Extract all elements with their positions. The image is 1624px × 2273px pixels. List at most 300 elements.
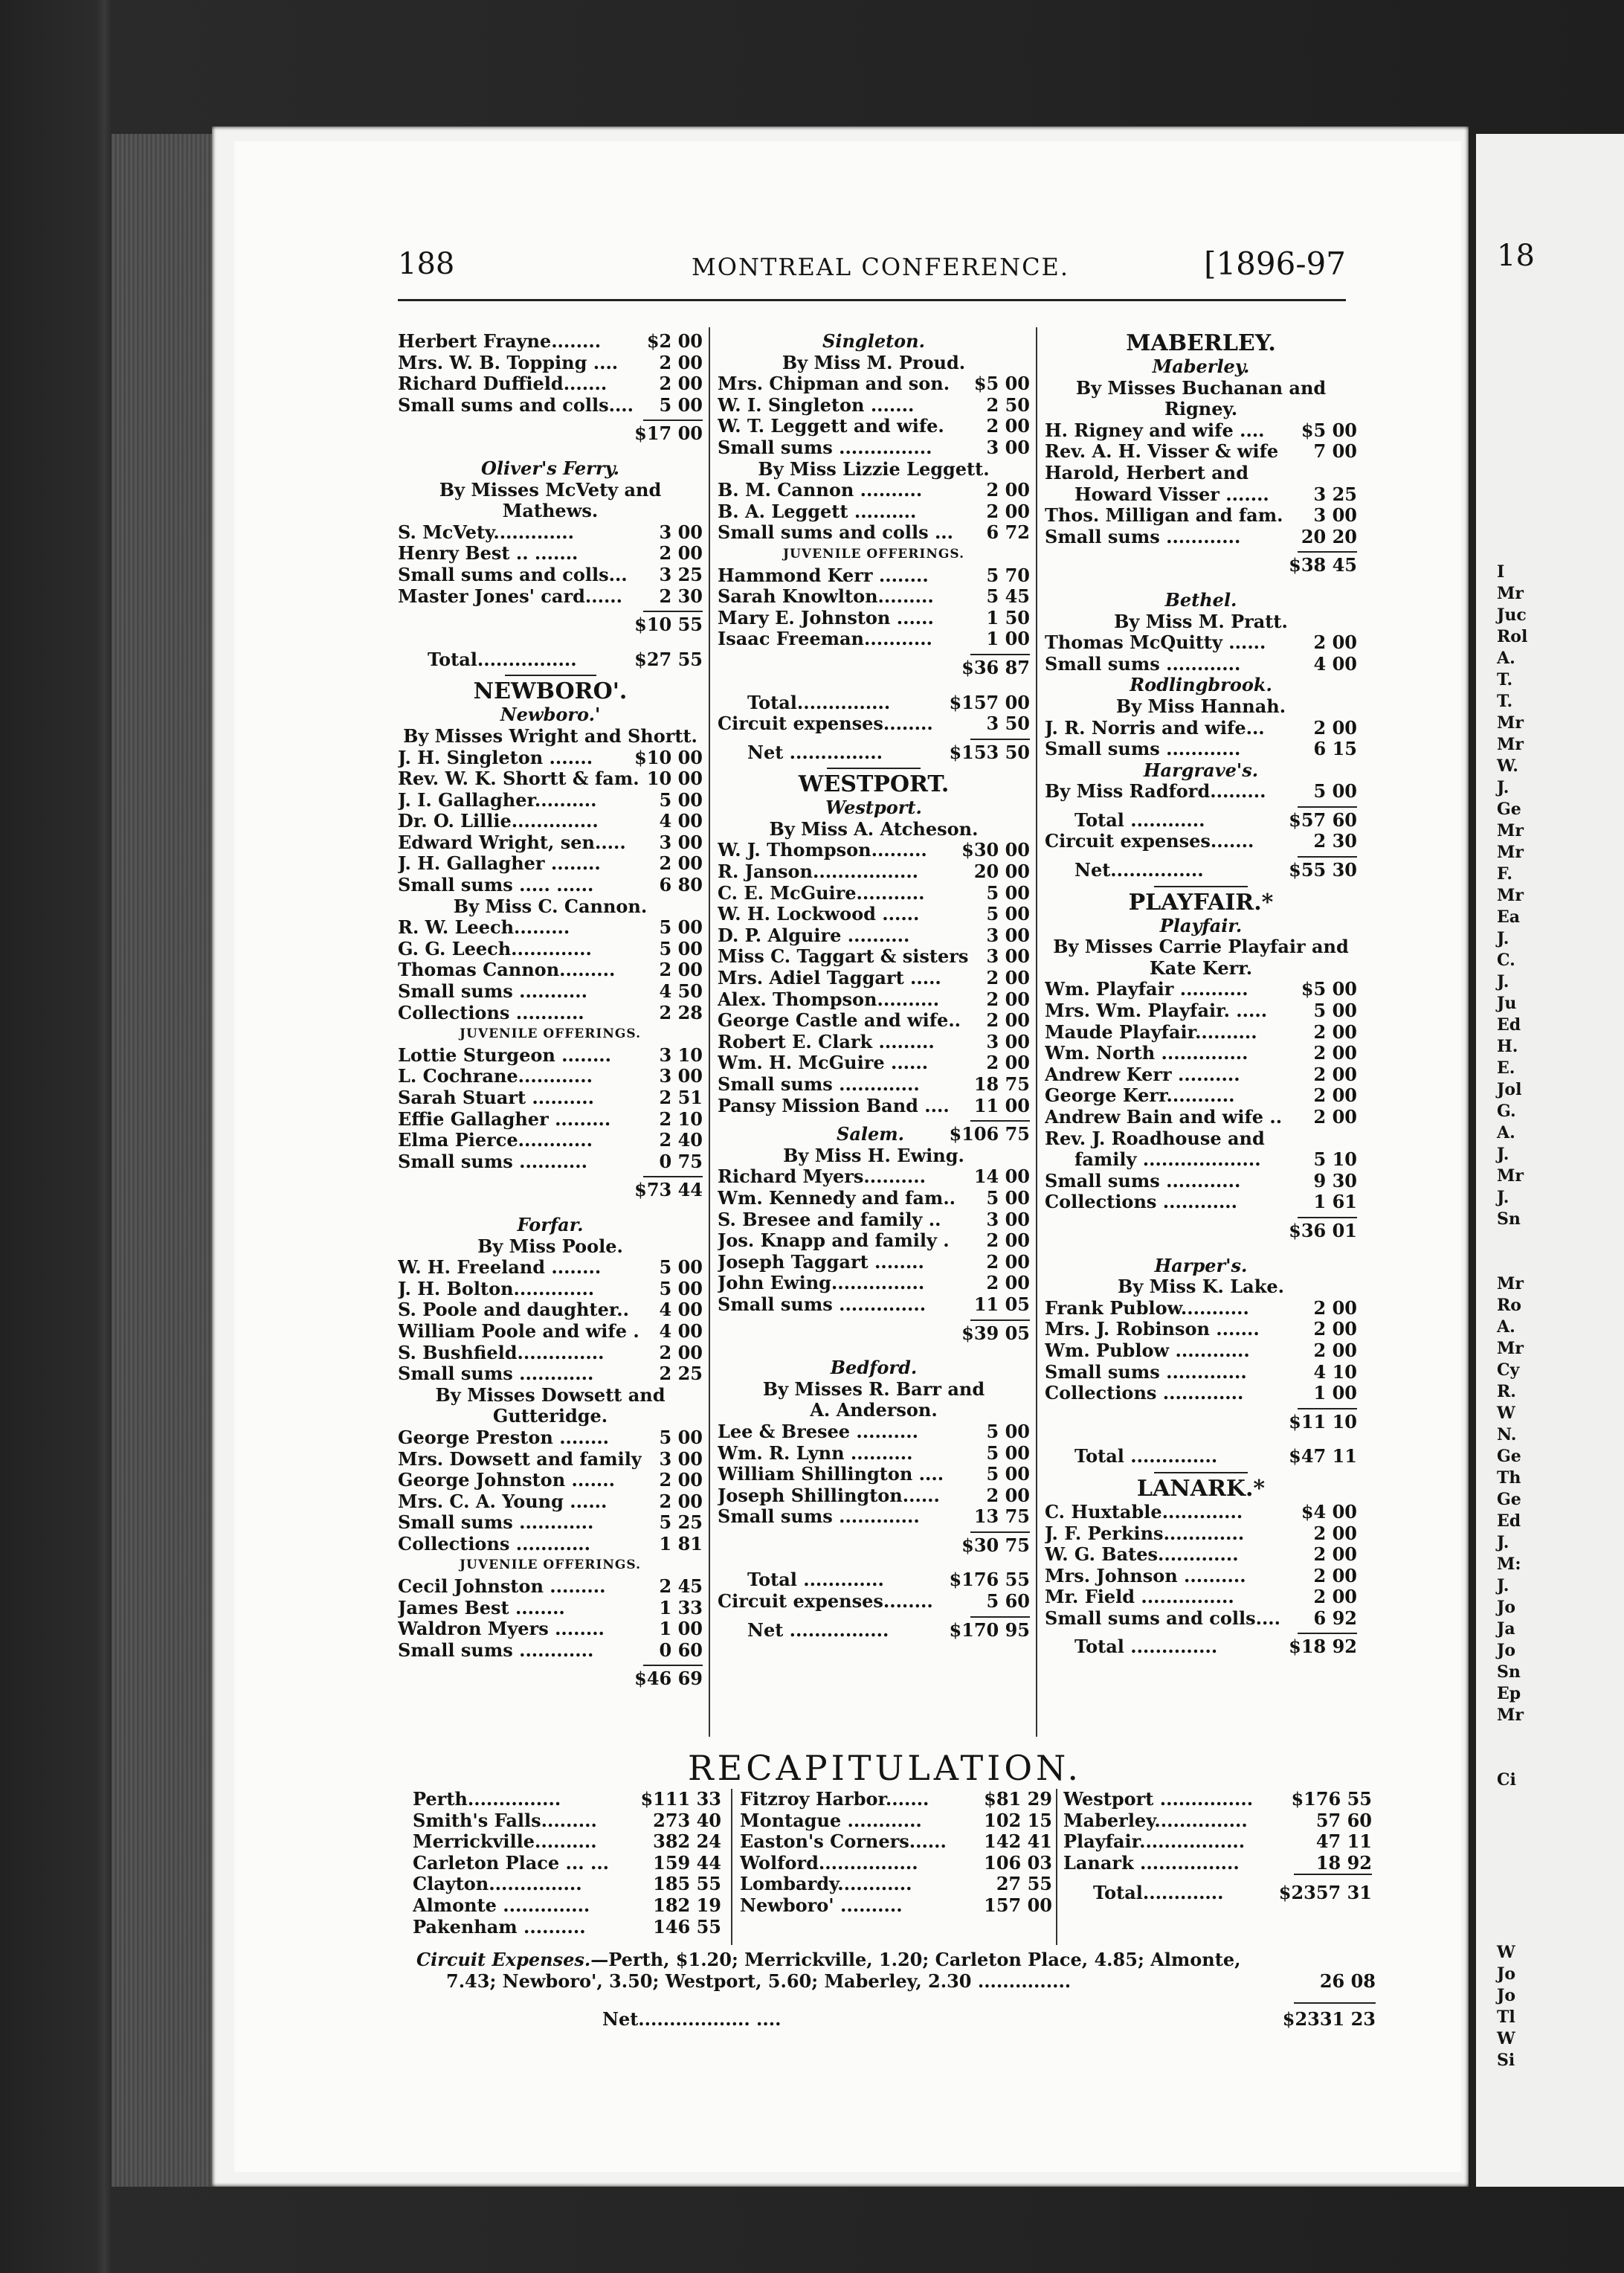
collector-line: By Miss M. Pratt. [1114, 610, 1288, 632]
contributor-name: Hammond Kerr ........ [718, 565, 929, 586]
adjacent-page-fragment: A. [1497, 1123, 1515, 1142]
ledger-row [398, 1534, 703, 1555]
amount: 3 00 [986, 945, 1030, 968]
contributor-name: Wm. Playfair ........... [1045, 979, 1248, 1000]
ledger-row [398, 790, 703, 811]
ledger-row [718, 586, 1030, 608]
amount: 5 10 [1313, 1148, 1357, 1171]
ledger-row [1045, 1566, 1357, 1587]
recap-column-1 [413, 1789, 721, 1938]
ledger-row [740, 1789, 1052, 1810]
section-heading: Bethel. [1164, 588, 1237, 611]
contributor-name: Small sums and colls... [398, 564, 628, 585]
ledger-row [1045, 1128, 1357, 1150]
ledger-row [718, 437, 1030, 459]
amount: 2 00 [986, 415, 1030, 437]
ledger-row [718, 1032, 1030, 1053]
amount: 18 75 [973, 1073, 1030, 1095]
contributor-name: James Best ........ [398, 1597, 565, 1618]
ledger-row [718, 501, 1030, 523]
ledger-row [1063, 1810, 1372, 1832]
collector-line: By Miss Hannah. [1115, 695, 1286, 717]
collector-line: Kate Kerr. [1149, 957, 1253, 979]
amount: 2 00 [1313, 1020, 1357, 1043]
collector-line: By Miss K. Lake. [1118, 1276, 1284, 1298]
ledger-row [398, 1618, 703, 1640]
ledger-row [1045, 1043, 1357, 1064]
amount: 3 00 [659, 1065, 703, 1087]
contributor-name: B. M. Cannon .......... [718, 480, 923, 501]
ledger-row [413, 1810, 721, 1832]
net-total-line [602, 2008, 1376, 2030]
subtotal: $106 75 [949, 1123, 1030, 1145]
ledger-row [1045, 632, 1357, 654]
amount: 273 40 [653, 1809, 721, 1831]
amount: 5 70 [986, 564, 1030, 586]
amount: 5 00 [659, 788, 703, 811]
amount: 57 60 [1315, 1809, 1372, 1831]
contributor-name: R. W. Leech......... [398, 917, 570, 939]
adjacent-page-fragment: I [1497, 562, 1505, 582]
column-divider [709, 327, 710, 1737]
section-heading: Forfar. [517, 1213, 584, 1235]
amount: 3 00 [659, 521, 703, 543]
ledger-row [398, 1130, 703, 1151]
contributor-name: William Poole and wife . [398, 1320, 639, 1342]
contributor-name: Mrs. Johnson .......... [1045, 1565, 1246, 1586]
amount: 5 00 [1313, 1000, 1357, 1022]
contributor-name: J. F. Perkins............. [1045, 1523, 1245, 1544]
adjacent-page-fragment: Ed [1497, 1511, 1521, 1531]
contributor-name: Rev. A. H. Visser & wife [1045, 441, 1279, 463]
contributor-name: Collections ........... [398, 1002, 584, 1023]
amount: 2 00 [1313, 1339, 1357, 1361]
amount: 5 00 [659, 1256, 703, 1279]
subtotal: $30 75 [961, 1534, 1030, 1556]
adjacent-page-fragment: J. [1497, 1188, 1509, 1207]
ledger-row [718, 946, 1030, 968]
amount: 2 00 [1313, 1543, 1357, 1566]
contributor-name: Mr. Field ............... [1045, 1586, 1234, 1608]
circuit-expenses-text: 7.43; Newboro', 3.50; Westport, 5.60; Maberley, 2.30 ............... [446, 1970, 1072, 1992]
contributor-name: S. Bresee and family .. [718, 1209, 941, 1230]
amount: 5 00 [659, 393, 703, 416]
total-amount: $47 11 [1289, 1445, 1357, 1467]
contributor-name: Collections ............ [1045, 1192, 1238, 1213]
juvenile-heading: JUVENILE OFFERINGS. [460, 1557, 641, 1573]
ledger-row [398, 373, 703, 395]
ledger-row [398, 1491, 703, 1513]
ledger-row [398, 1576, 703, 1598]
adjacent-page-fragment: Mr [1497, 843, 1524, 862]
amount: 3 00 [986, 1208, 1030, 1230]
amount: 2 25 [659, 1363, 703, 1385]
amount: 4 00 [659, 810, 703, 832]
ledger-row [413, 1853, 721, 1874]
contributor-name: Sarah Stuart .......... [398, 1087, 594, 1108]
contributor-name: Small sums ............ [398, 1512, 594, 1534]
total-amount: $57 60 [1289, 808, 1357, 831]
contributor-name: Howard Visser ....... [1074, 483, 1269, 505]
circuit-heading: NEWBORO'. [473, 678, 628, 705]
contributor-name: Master Jones' card...... [398, 585, 623, 607]
amount: 4 00 [659, 1319, 703, 1342]
amount: 11 05 [973, 1293, 1030, 1315]
page-year: [1896-97 [1204, 245, 1346, 282]
contributor-name: Herbert Frayne........ [398, 331, 602, 352]
contributor-name: Joseph Taggart ........ [718, 1251, 924, 1273]
contributor-name: Elma Pierce............ [398, 1130, 593, 1151]
section-heading: Westport. [825, 797, 922, 819]
ledger-row [1045, 979, 1357, 1000]
amount: 2 00 [1313, 631, 1357, 654]
ledger-row [718, 565, 1030, 587]
amount: 6 72 [986, 521, 1030, 544]
adjacent-page-fragment: Ju [1497, 994, 1517, 1013]
collector-line: By Miss Lizzie Leggett. [758, 457, 990, 480]
ledger-row [740, 1810, 1052, 1832]
circuit-expenses-amount: 26 08 [1319, 1970, 1376, 1992]
ledger-row [718, 1010, 1030, 1032]
ledger-row [1045, 1022, 1357, 1044]
collector-line: By Miss A. Atcheson. [769, 817, 979, 840]
contributor-name: Wm. R. Lynn .......... [718, 1442, 913, 1464]
ledger-row [1045, 1340, 1357, 1362]
amount: 182 19 [653, 1894, 721, 1916]
amount: $111 33 [640, 1788, 721, 1810]
amount: 2 00 [1313, 1564, 1357, 1586]
contributor-name: Almonte .............. [413, 1894, 590, 1916]
recap-column-3 [1063, 1789, 1372, 1904]
amount: 382 24 [653, 1830, 721, 1853]
ledger-row [740, 1895, 1052, 1917]
ledger-row [398, 959, 703, 981]
ledger-row [1045, 1362, 1357, 1383]
circuit-expenses-amount: 2 30 [1313, 830, 1357, 852]
ledger-row [398, 543, 703, 565]
amount: 2 00 [659, 1490, 703, 1512]
ledger-row [718, 480, 1030, 501]
ledger-row [1045, 1085, 1357, 1107]
adjacent-page-fragment: Mr [1497, 584, 1524, 603]
amount: 2 00 [986, 1250, 1030, 1273]
contributor-name: C. E. McGuire........... [718, 882, 925, 904]
adjacent-page-fragment: N. [1497, 1425, 1517, 1444]
circuit-heading: WESTPORT. [798, 771, 950, 798]
amount: 2 00 [1313, 1084, 1357, 1107]
amount: 2 00 [986, 1272, 1030, 1294]
contributor-name: Carleton Place ... ... [413, 1852, 610, 1874]
amount: 3 25 [1313, 483, 1357, 505]
ledger-row [718, 1506, 1030, 1528]
total-label: Total ............. [747, 1569, 884, 1591]
amount: 2 00 [1313, 1106, 1357, 1128]
adjacent-page-fragment: Ja [1497, 1619, 1515, 1639]
amount: 6 15 [1313, 738, 1357, 760]
collector-line: By Misses McVety and [439, 478, 662, 501]
amount: 3 10 [659, 1044, 703, 1066]
contributor-name: Robert E. Clark ......... [718, 1031, 935, 1052]
amount: 3 00 [659, 1447, 703, 1470]
contributor-name: Collections ............ [398, 1533, 591, 1555]
amount: 3 25 [659, 563, 703, 585]
net-amount: $170 95 [949, 1618, 1030, 1641]
ledger-row [398, 1151, 703, 1173]
amount: 3 00 [986, 924, 1030, 946]
ledger-row [1045, 1149, 1357, 1171]
contributor-name: B. A. Leggett .......... [718, 501, 917, 522]
contributor-name: D. P. Alguire .......... [718, 925, 910, 946]
contributor-name: Small sums ............ [1045, 739, 1241, 760]
circuit-expenses-amount: 3 50 [986, 713, 1030, 735]
amount: 2 00 [986, 479, 1030, 501]
contributor-name: Clayton............... [413, 1874, 582, 1895]
ledger-row [1045, 1107, 1357, 1128]
ledger-row [1045, 1192, 1357, 1213]
contributor-name: Montague ............ [740, 1810, 922, 1831]
contributor-name: Westport ............... [1063, 1789, 1254, 1810]
net-amount: $153 50 [949, 741, 1030, 763]
amount: 142 41 [984, 1830, 1052, 1853]
contributor-name: Small sums ............ [1045, 1170, 1241, 1192]
adjacent-page-fragment: Jo [1497, 1964, 1516, 1984]
amount: $30 00 [961, 839, 1030, 861]
contributor-name: Miss C. Taggart & sisters [718, 946, 969, 968]
contributor-name: John Ewing............... [718, 1273, 925, 1294]
contributor-name: Thomas Cannon......... [398, 959, 616, 981]
amount: 6 80 [659, 874, 703, 896]
amount: 0 75 [659, 1150, 703, 1172]
ledger-row [398, 1257, 703, 1279]
ledger-row [398, 1598, 703, 1619]
adjacent-page-fragment: W. [1497, 756, 1518, 776]
amount: $81 29 [984, 1788, 1052, 1810]
adjacent-page-fragment: Ro [1497, 1296, 1521, 1315]
ledger-row [718, 861, 1030, 883]
amount: 2 50 [986, 393, 1030, 416]
net-amount: $55 30 [1289, 859, 1357, 881]
contributor-name: Small sums and colls ... [718, 522, 954, 544]
amount: 2 40 [659, 1129, 703, 1151]
collector-line: Gutteridge. [492, 1405, 608, 1427]
contributor-name: Collections ............. [1045, 1383, 1244, 1404]
contributor-name: J. H. Bolton............. [398, 1278, 595, 1299]
section-heading: Singleton. [822, 330, 925, 352]
ledger-row [398, 331, 703, 353]
contributor-name: Small sums ............. [718, 1506, 920, 1528]
contributor-name: Pansy Mission Band .... [718, 1095, 950, 1116]
contributor-name: family ................... [1074, 1149, 1261, 1171]
amount: 47 11 [1315, 1830, 1372, 1853]
ledger-row [718, 628, 1030, 650]
subtotal: $39 05 [961, 1322, 1030, 1344]
ledger-row [398, 981, 703, 1003]
circuit-expenses-label: Circuit Expenses. [416, 1949, 591, 1970]
ledger-row [1045, 463, 1357, 484]
contributor-name: Smith's Falls......... [413, 1810, 597, 1831]
ledger-row [398, 1299, 703, 1321]
amount: 4 50 [659, 980, 703, 1003]
amount: 5 00 [986, 881, 1030, 904]
total-amount: $18 92 [1289, 1636, 1357, 1658]
adjacent-page-fragment: Jo [1497, 1986, 1516, 2005]
ledger-row [1045, 484, 1357, 506]
ledger-row [740, 1874, 1052, 1895]
adjacent-page-fragment: Ge [1497, 1447, 1521, 1466]
contributor-name: Newboro' .......... [740, 1894, 903, 1916]
contributor-name: Pakenham .......... [413, 1916, 586, 1938]
ledger-row [718, 1443, 1030, 1465]
adjacent-page-fragment: Ge [1497, 800, 1521, 819]
page-title: MONTREAL CONFERENCE. [692, 253, 1070, 281]
contributor-name: Small sums ............. [1045, 1361, 1247, 1383]
section-heading: Maberley. [1152, 356, 1250, 377]
ledger-row [1045, 1523, 1357, 1545]
amount: 4 00 [659, 1299, 703, 1321]
adjacent-page-fragment: T. [1497, 670, 1513, 689]
amount: 2 30 [659, 585, 703, 607]
contributor-name: Small sums .............. [718, 1293, 927, 1315]
contributor-name: Small sums and colls.... [1045, 1607, 1281, 1629]
adjacent-page-fragment: Mr [1497, 1339, 1524, 1358]
contributor-name: W. I. Singleton ....... [718, 394, 915, 416]
amount: 3 00 [1313, 504, 1357, 527]
contributor-name: Mrs. Adiel Taggart ..... [718, 968, 941, 989]
contributor-name: Henry Best .. ....... [398, 543, 579, 565]
contributor-name: W. J. Thompson......... [718, 840, 927, 861]
amount: 2 00 [1313, 1296, 1357, 1319]
adjacent-page-fragment: Jo [1497, 1641, 1516, 1660]
column-divider [1056, 1789, 1057, 1945]
ledger-row [398, 1321, 703, 1343]
contributor-name: Maude Playfair.......... [1045, 1021, 1257, 1043]
adjacent-page-fragment: G. [1497, 1102, 1516, 1121]
contributor-name: Sarah Knowlton......... [718, 586, 934, 608]
adjacent-page-fragment: J. [1497, 778, 1509, 797]
ledger-row [1063, 1831, 1372, 1853]
contributor-name: Cecil Johnston ......... [398, 1576, 606, 1598]
amount: 5 00 [659, 937, 703, 959]
ledger-row [718, 395, 1030, 417]
contributor-name: Merrickville.......... [413, 1831, 597, 1853]
ledger-row [718, 968, 1030, 989]
ledger-row [1045, 781, 1357, 803]
collector-line: By Miss C. Cannon. [453, 895, 648, 917]
amount: 2 00 [1313, 1318, 1357, 1340]
contributor-name: Effie Gallagher ......... [398, 1108, 611, 1130]
adjacent-page-fragment: Ci [1497, 1770, 1516, 1790]
ledger-row [718, 1209, 1030, 1231]
amount: 18 92 [1315, 1851, 1372, 1874]
amount: 2 00 [659, 373, 703, 395]
contributor-name: Maberley............... [1063, 1810, 1248, 1831]
ledger-row [718, 608, 1030, 629]
adjacent-page-fragment: Tl [1497, 2007, 1515, 2027]
contributor-name: Small sums ............... [718, 437, 932, 458]
amount: 11 00 [973, 1094, 1030, 1116]
adjacent-page-fragment: Mr [1497, 713, 1524, 733]
subtotal: $11 10 [1289, 1410, 1357, 1433]
adjacent-page-fragment: J. [1497, 972, 1509, 991]
ledger-row [718, 1188, 1030, 1209]
ledger-row [398, 1363, 703, 1385]
ledger-row [740, 1831, 1052, 1853]
contributor-name: Mrs. Chipman and son. [718, 373, 950, 395]
amount: 2 45 [659, 1575, 703, 1598]
ledger-row [398, 832, 703, 854]
ledger-row [398, 1470, 703, 1491]
amount: 159 44 [653, 1851, 721, 1874]
ledger-row [398, 768, 703, 790]
ledger-row [1063, 1853, 1372, 1874]
adjacent-page-fragment: J. [1497, 1145, 1509, 1164]
contributor-name: Jos. Knapp and family . [718, 1230, 950, 1252]
circuit-heading: MABERLEY. [1126, 330, 1276, 356]
amount: 2 00 [659, 852, 703, 875]
adjacent-page-fragment: Rol [1497, 627, 1528, 646]
contributor-name: Thomas McQuitty ...... [1045, 632, 1266, 654]
contributor-name: Andrew Kerr .......... [1045, 1064, 1240, 1085]
ledger-row [398, 811, 703, 832]
total-label: Total .............. [1074, 1636, 1218, 1658]
section-heading: Harper's. [1154, 1254, 1248, 1276]
adjacent-page-fragment: F. [1497, 864, 1513, 884]
amount: 157 00 [984, 1894, 1052, 1916]
amount: 6 92 [1313, 1607, 1357, 1629]
adjacent-page-fragment: Ge [1497, 1490, 1521, 1509]
ledger-row [1045, 527, 1357, 548]
ledger-row [718, 1052, 1030, 1074]
ledger-row [398, 395, 703, 417]
collector-line: Mathews. [502, 500, 599, 522]
amount: 1 33 [659, 1596, 703, 1618]
subtotal: $17 00 [634, 422, 703, 445]
subtotal: $46 69 [634, 1668, 703, 1690]
ledger-row [413, 1895, 721, 1917]
contributor-name: Mrs. W. B. Topping .... [398, 352, 619, 373]
amount: 2 00 [986, 1009, 1030, 1032]
contributor-name: Andrew Bain and wife .. [1045, 1107, 1283, 1128]
amount: 5 00 [986, 1420, 1030, 1442]
contributor-name: George Kerr........... [1045, 1085, 1235, 1107]
amount: 5 25 [659, 1511, 703, 1534]
circuit-expenses-label: Circuit expenses....... [1045, 831, 1254, 852]
ledger-row [718, 1166, 1030, 1188]
ledger-row [718, 925, 1030, 947]
amount: 3 00 [986, 436, 1030, 458]
contributor-name: Lombardy............ [740, 1874, 912, 1895]
page-header [398, 239, 1346, 292]
total-amount: $157 00 [949, 691, 1030, 713]
amount: 5 00 [986, 903, 1030, 925]
net-label: Net............... [1074, 860, 1204, 881]
contributor-name: Rev. W. K. Shortt & fam. [398, 768, 639, 790]
section-heading: Salem. [837, 1124, 905, 1145]
amount: 106 03 [984, 1851, 1052, 1874]
ledger-row [398, 353, 703, 374]
ledger-row [398, 939, 703, 960]
adjacent-page-fragment: Ed [1497, 1015, 1521, 1035]
ledger-row [1045, 1383, 1357, 1404]
contributor-name: G. G. Leech............. [398, 938, 592, 959]
adjacent-page-fragment: E. [1497, 1058, 1515, 1078]
contributor-name: Small sums and colls.... [398, 394, 634, 416]
adjacent-page-fragment: A. [1497, 1317, 1515, 1337]
collector-line: Rigney. [1164, 398, 1238, 420]
ledger-row [718, 1074, 1030, 1096]
ledger-row [718, 840, 1030, 861]
ledger-row [398, 1066, 703, 1087]
